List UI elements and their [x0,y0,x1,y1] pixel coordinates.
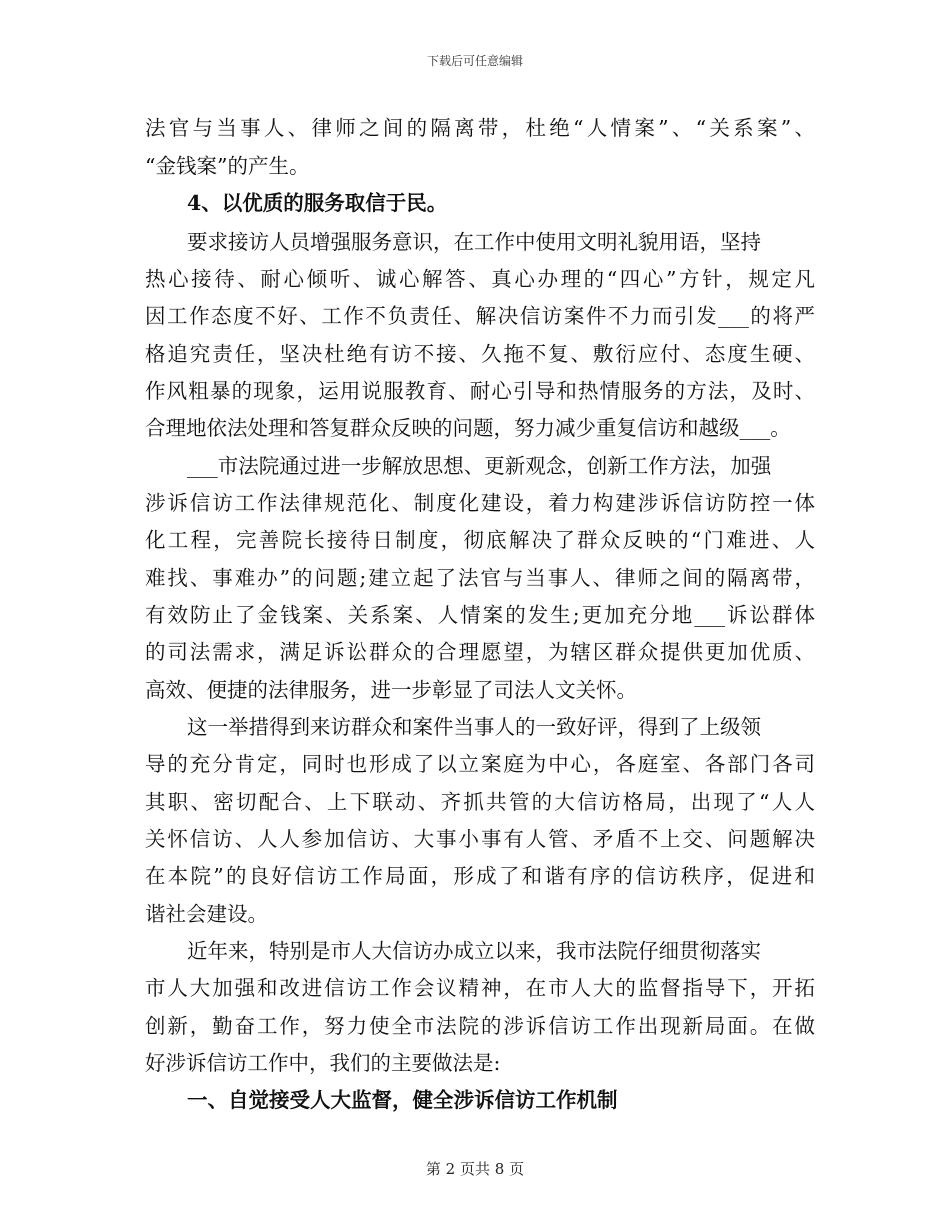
text-line: 合理地依法处理和答复群众反映的问题，努力减少重复信访和越级___。 [145,416,791,440]
text-line: 法官与当事人、律师之间的隔离带，杜绝“人情案”、“关系案”、 [145,116,815,140]
text-line: 这一举措得到来访群众和案件当事人的一致好评，得到了上级领 [187,715,761,739]
text-line: 的司法需求，满足诉讼群众的合理愿望，为辖区群众提供更加优质、 [145,640,815,664]
text-line: 创新，勤奋工作，努力使全市法院的涉诉信访工作出现新局面。在做 [145,1014,815,1038]
text-line: 关怀信访、人人参加信访、大事小事有人管、矛盾不上交、问题解决 [145,827,815,851]
text-line: 化工程，完善院长接待日制度，彻底解决了群众反映的“门难进、人 [145,528,815,552]
text-line: 格追究责任，坚决杜绝有访不接、久拖不复、敷衍应付、态度生硬、 [145,342,815,366]
section-heading: 4、以优质的服务取信于民。 [187,191,448,215]
page-header: 下载后可任意编辑 [426,54,523,68]
section-heading: 一、自觉接受人大监督，健全涉诉信访工作机制 [187,1088,618,1112]
text-line: “金钱案”的产生。 [145,154,310,178]
text-line: 热心接待、耐心倾听、诚心解答、真心办理的“四心”方针，规定凡 [145,267,815,291]
text-line: 涉诉信访工作法律规范化、制度化建设，着力构建涉诉信访防控一体 [145,491,815,515]
text-line: 有效防止了金钱案、关系案、人情案的发生;更加充分地___诉讼群体 [145,603,815,627]
text-line: 难找、事难办”的问题;建立起了法官与当事人、律师之间的隔离带， [145,566,815,590]
text-line: 谐社会建设。 [145,902,268,926]
text-line: 导的充分肯定，同时也形成了以立案庭为中心，各庭室、各部门各司 [145,752,815,776]
text-line: 近年来，特别是市人大信访办成立以来，我市法院仔细贯彻落实 [187,939,761,963]
text-line: ___市法院通过进一步解放思想、更新观念，创新工作方法，加强 [187,454,772,478]
text-line: 市人大加强和改进信访工作会议精神，在市人大的监督指导下，开拓 [145,976,815,1000]
text-line: 其职、密切配合、上下联动、齐抓共管的大信访格局，出现了“人人 [145,790,815,814]
text-line: 因工作态度不好、工作不负责任、解决信访案件不力而引发___的将严 [145,304,815,328]
page-footer: 第 2 页共 8 页 [425,1160,525,1178]
text-line: 要求接访人员增强服务意识，在工作中使用文明礼貌用语，坚持 [187,230,761,254]
text-line: 在本院”的良好信访工作局面，形成了和谐有序的信访秩序，促进和 [145,864,815,888]
text-line: 作风粗暴的现象，运用说服教育、耐心引导和热情服务的方法，及时、 [145,379,815,403]
text-line: 好涉诉信访工作中，我们的主要做法是: [145,1051,501,1075]
text-line: 高效、便捷的法律服务，进一步彰显了司法人文关怀。 [145,678,637,702]
